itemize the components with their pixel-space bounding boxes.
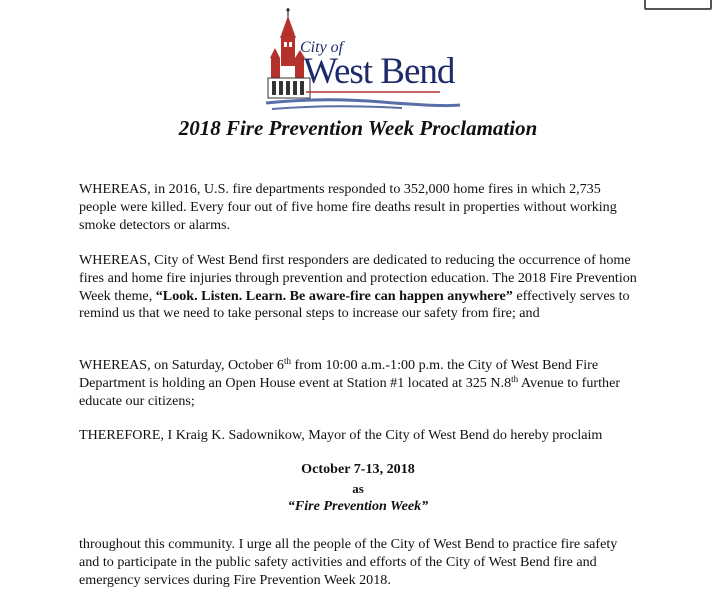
paragraph-therefore: THEREFORE, I Kraig K. Sadownikow, Mayor of the City of West Bend do hereby proclaim <box>79 427 603 443</box>
proclaim-dates: October 7-13, 2018 <box>301 461 415 477</box>
paragraph-text: from 10:00 a.m.-1:00 p.m. the City of West Bend Fire Department is holding an Open House event at Station #1 located at 325 N.8 <box>79 357 599 391</box>
city-logo <box>262 6 462 114</box>
corner-button-fragment[interactable] <box>644 0 712 10</box>
superscript: th <box>511 373 519 384</box>
paragraph-closing: throughout this community. I urge all the people of the City of West Bend to practice fire safety and to participate in the public safety activities and efforts of the City of West Bend fire and emergency services during Fire Prevention Week 2018. <box>79 536 618 588</box>
paragraph-whereas-statistics: WHEREAS, in 2016, U.S. fire departments responded to 352,000 home fires in which 2,735 people were killed. Every four out of five home fire deaths result in properties without working smoke detectors or alarms. <box>79 181 617 233</box>
superscript: th <box>283 356 291 366</box>
logo-city-name: West Bend <box>303 51 455 92</box>
paragraph-whereas-responders <box>79 252 639 323</box>
document-title: 2018 Fire Prevention Week Proclamation <box>178 116 538 140</box>
proclaim-name: “Fire Prevention Week” <box>287 498 429 514</box>
paragraph-text: effectively serves to remind us that we need to take personal steps to increase our safety from fire; and <box>79 287 630 322</box>
theme-quote: “Look. Listen. Learn. Be aware-fire can happen anywhere” <box>155 287 513 304</box>
paragraph-text: WHEREAS, on Saturday, October 6 <box>79 357 284 373</box>
logo-city-of: City of <box>300 39 344 56</box>
paragraph-whereas-open-house <box>79 357 639 410</box>
proclaim-as: as <box>352 481 364 496</box>
paragraph-text: WHEREAS, City of West Bend first responders are dedicated to reducing the occurrence of home fires and home fire injuries through prevention and protection education. The 2018 Fire Prevention Week theme, <box>79 252 637 304</box>
paragraph-text: Avenue to further educate our citizens; <box>79 374 621 409</box>
